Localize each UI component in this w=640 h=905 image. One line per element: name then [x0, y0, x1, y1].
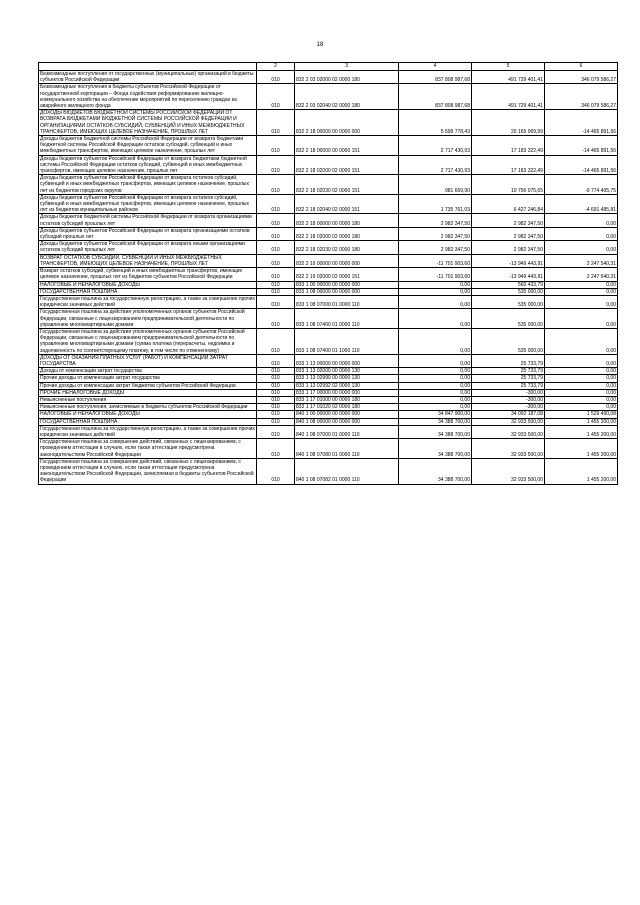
table-row [39, 71, 618, 84]
table-row [39, 136, 618, 156]
executed-amount: 2 982 347,50 [472, 214, 545, 227]
approved-amount: 2 982 347,50 [399, 241, 472, 254]
table-row [39, 214, 618, 227]
budget-classification-code: 832 2 18 02040 02 0000 151 [295, 194, 399, 214]
remaining-amount: 1 529 490,08 [545, 411, 618, 418]
remaining-amount: 0,00 [545, 375, 618, 382]
remaining-amount: 0,00 [545, 389, 618, 396]
row-line-code: 010 [257, 354, 295, 367]
approved-amount: 0,00 [399, 368, 472, 375]
budget-classification-code: 832 2 18 00000 00 0000 000 [295, 110, 399, 136]
executed-amount: 32 933 500,00 [472, 458, 545, 484]
budget-classification-code: 833 1 08 07400 01 0000 110 [295, 309, 399, 329]
table-row [39, 439, 618, 459]
remaining-amount: -4 691 485,81 [545, 194, 618, 214]
approved-amount: 837 808 987,68 [399, 84, 472, 110]
row-name: Доходы от компенсации затрат государства [39, 368, 257, 375]
row-name: Государственная пошлина за совершение действий, связанных с лицензированием, с проведением аттестации в случаях, если такая аттестация предусмотрена законодательством Российской Федерации [39, 439, 257, 459]
budget-classification-code: 833 1 17 01000 00 0000 180 [295, 396, 399, 403]
row-line-code: 010 [257, 458, 295, 484]
budget-classification-code: 833 1 08 07000 01 0000 110 [295, 295, 399, 308]
remaining-amount: -14 465 891,56 [545, 110, 618, 136]
approved-amount: 0,00 [399, 354, 472, 367]
row-name: Доходы бюджетов субъектов Российской Федерации от возврата организациями остатков субсидий прошлых лет [39, 227, 257, 240]
budget-classification-code: 832 2 03 02000 02 0000 180 [295, 71, 399, 84]
budget-classification-code: 833 1 08 00000 00 0000 000 [295, 288, 399, 295]
row-name: Прочие доходы от компенсации затрат государства [39, 375, 257, 382]
approved-amount: -11 701 903,60 [399, 268, 472, 281]
budget-classification-code: 832 2 03 02040 02 0000 180 [295, 84, 399, 110]
remaining-amount: -14 465 891,56 [545, 136, 618, 156]
row-name: ВОЗВРАТ ОСТАТКОВ СУБСИДИЙ, СУБВЕНЦИЙ И ИНЫХ МЕЖБЮДЖЕТНЫХ ТРАНСФЕРТОВ, ИМЕЮЩИХ ЦЕЛЕВОЕ НАЗНАЧЕНИЕ, ПРОШЛЫХ ЛЕТ [39, 254, 257, 267]
row-name: ДОХОДЫ ОТ ОКАЗАНИЯ ПЛАТНЫХ УСЛУГ (РАБОТ) И КОМПЕНСАЦИИ ЗАТРАТ ГОСУДАРСТВА [39, 354, 257, 367]
remaining-amount: 0,00 [545, 288, 618, 295]
budget-classification-code: 832 2 19 02000 02 0000 151 [295, 268, 399, 281]
row-name: Невыясненные поступления [39, 396, 257, 403]
budget-classification-code: 832 2 18 02000 02 0000 151 [295, 155, 399, 175]
approved-amount: 34 388 700,00 [399, 425, 472, 438]
row-name: Доходы бюджетов субъектов Российской Федерации от возврата остатков субсидий, субвенций и иных межбюджетных трансфертов, имеющих целевое назначение, прошлых лет из бюджетов муниципальных районов [39, 194, 257, 214]
budget-classification-code: 832 2 19 00000 00 0000 000 [295, 254, 399, 267]
row-line-code: 010 [257, 254, 295, 267]
approved-amount: 0,00 [399, 288, 472, 295]
budget-classification-code: 840 1 08 07080 01 0000 110 [295, 439, 399, 459]
table-row [39, 110, 618, 136]
row-line-code: 010 [257, 288, 295, 295]
remaining-amount: 0,00 [545, 368, 618, 375]
approved-amount: 0,00 [399, 281, 472, 288]
approved-amount: 0,00 [399, 309, 472, 329]
row-name: Возврат остатков субсидий, субвенций и иных межбюджетных трансфертов, имеющих целевое назначение, прошлых лет из бюджетов субъектов Российской Федерации [39, 268, 257, 281]
remaining-amount: 1 455 200,00 [545, 439, 618, 459]
executed-amount: 20 165 969,99 [472, 110, 545, 136]
table-row [39, 268, 618, 281]
row-name: ГОСУДАРСТВЕННАЯ ПОШЛИНА [39, 288, 257, 295]
approved-amount: 34 847 900,00 [399, 411, 472, 418]
table-body [39, 71, 618, 485]
approved-amount: 34 388 700,00 [399, 418, 472, 425]
executed-amount: -300,00 [472, 396, 545, 403]
table-row [39, 288, 618, 295]
budget-classification-code: 840 1 00 00000 00 0000 000 [295, 411, 399, 418]
row-name: НАЛОГОВЫЕ И НЕНАЛОГОВЫЕ ДОХОДЫ [39, 281, 257, 288]
header-col-4: 4 [399, 63, 472, 71]
executed-amount: -300,00 [472, 389, 545, 396]
approved-amount: 0,00 [399, 389, 472, 396]
approved-amount: 0,00 [399, 382, 472, 389]
row-line-code: 010 [257, 382, 295, 389]
budget-classification-code: 840 1 08 07000 01 0000 110 [295, 425, 399, 438]
remaining-amount: 0,00 [545, 281, 618, 288]
executed-amount: 32 933 500,00 [472, 439, 545, 459]
executed-amount: 535 000,00 [472, 295, 545, 308]
row-name: ДОХОДЫ БЮДЖЕТОВ БЮДЖЕТНОЙ СИСТЕМЫ РОССИЙСКОЙ ФЕДЕРАЦИИ ОТ ВОЗВРАТА БЮДЖЕТАМИ БЮДЖЕТНОЙ СИСТЕМЫ РОССИЙСКОЙ ФЕДЕРАЦИИ И ОРГАНИЗАЦИЯМИ ОСТАТКОВ СУБСИДИЙ, СУБВЕНЦИЙ И ИНЫХ МЕЖБЮДЖЕТНЫХ ТРАНСФЕРТОВ, ИМЕЮЩИХ ЦЕЛЕВОЕ НАЗНАЧЕНИЕ, ПРОШЛЫХ ЛЕТ [39, 110, 257, 136]
approved-amount: 2 717 430,93 [399, 155, 472, 175]
table-row [39, 404, 618, 411]
executed-amount: 32 933 500,00 [472, 425, 545, 438]
row-line-code: 010 [257, 136, 295, 156]
table-row [39, 396, 618, 403]
approved-amount: 2 717 430,93 [399, 136, 472, 156]
approved-amount: 2 982 347,50 [399, 227, 472, 240]
row-line-code: 010 [257, 110, 295, 136]
row-name: Доходы бюджетов бюджетной системы Российской Федерации от возврата бюджетами бюджетной системы Российской Федерации остатков субсидий, субвенций и иных межбюджетных трансфертов, имеющих целевое назначение, прошлых лет [39, 136, 257, 156]
row-name: Государственная пошлина за совершение действий, связанных с лицензированием, с проведением аттестации в случаях, если такая аттестация предусмотрена законодательством Российской Федерации, зачисляемая в бюджеты субъектов Российской Федерации [39, 458, 257, 484]
budget-classification-code: 832 2 18 02000 02 0000 180 [295, 227, 399, 240]
table-row [39, 411, 618, 418]
approved-amount: 0,00 [399, 295, 472, 308]
approved-amount: 34 388 700,00 [399, 439, 472, 459]
remaining-amount: 0,00 [545, 241, 618, 254]
table-row [39, 368, 618, 375]
executed-amount: 491 729 401,41 [472, 71, 545, 84]
budget-classification-code: 833 1 13 02000 00 0000 130 [295, 368, 399, 375]
header-col-3: 3 [295, 63, 399, 71]
row-line-code: 010 [257, 418, 295, 425]
table-row [39, 227, 618, 240]
header-col-6: 6 [545, 63, 618, 71]
budget-classification-code: 833 1 13 02992 02 0000 130 [295, 382, 399, 389]
approved-amount: -11 701 903,60 [399, 254, 472, 267]
remaining-amount: 0,00 [545, 354, 618, 367]
row-line-code: 010 [257, 328, 295, 354]
row-line-code: 010 [257, 375, 295, 382]
row-name: Безвозмездные поступления в бюджеты субъектов Российской Федерации от государственной корпорации – Фонда содействия реформированию жилищно-коммунального хозяйства на обеспечение мероприятий по переселению граждан из аварийного жилищного фонда [39, 84, 257, 110]
row-name: Доходы бюджетов субъектов Российской Федерации от возврата бюджетами бюджетной системы Российской Федерации остатков субсидий, субвенций и иных межбюджетных трансфертов, имеющих целевое назначение, прошлых лет [39, 155, 257, 175]
approved-amount: 34 388 700,00 [399, 458, 472, 484]
executed-amount: 25 733,79 [472, 368, 545, 375]
approved-amount: 2 982 347,50 [399, 214, 472, 227]
approved-amount: 0,00 [399, 396, 472, 403]
table-row [39, 84, 618, 110]
row-name: Доходы бюджетов бюджетной системы Российской Федерации от возврата организациями остатков субсидий прошлых лет [39, 214, 257, 227]
table-row [39, 375, 618, 382]
table-header-row [39, 63, 618, 71]
row-line-code: 010 [257, 439, 295, 459]
remaining-amount: 0,00 [545, 404, 618, 411]
approved-amount: 5 699 778,43 [399, 110, 472, 136]
executed-amount: -13 949 443,91 [472, 268, 545, 281]
executed-amount: 17 183 322,49 [472, 155, 545, 175]
row-name: ПРОЧИЕ НЕНАЛОГОВЫЕ ДОХОДЫ [39, 389, 257, 396]
remaining-amount: 0,00 [545, 295, 618, 308]
header-col-2: 2 [257, 63, 295, 71]
approved-amount: 981 669,90 [399, 175, 472, 195]
budget-classification-code: 833 1 17 00000 00 0000 000 [295, 389, 399, 396]
table-row [39, 458, 618, 484]
remaining-amount: 1 455 200,00 [545, 418, 618, 425]
executed-amount: 535 000,00 [472, 309, 545, 329]
row-line-code: 010 [257, 425, 295, 438]
table-row [39, 295, 618, 308]
row-name: ГОСУДАРСТВЕННАЯ ПОШЛИНА [39, 418, 257, 425]
table-row [39, 328, 618, 354]
approved-amount: 1 735 761,03 [399, 194, 472, 214]
executed-amount: 6 427 246,84 [472, 194, 545, 214]
executed-amount: 535 000,00 [472, 328, 545, 354]
executed-amount: 25 733,79 [472, 375, 545, 382]
budget-classification-code: 840 1 08 07082 01 0000 110 [295, 458, 399, 484]
row-name: Доходы бюджетов субъектов Российской Федерации от возврата иными организациями остатков субсидий прошлых лет [39, 241, 257, 254]
table-row [39, 155, 618, 175]
row-line-code: 010 [257, 396, 295, 403]
table-row [39, 389, 618, 396]
table-row [39, 425, 618, 438]
executed-amount: 17 183 322,49 [472, 136, 545, 156]
row-line-code: 010 [257, 84, 295, 110]
executed-amount: 25 733,79 [472, 382, 545, 389]
row-line-code: 010 [257, 268, 295, 281]
remaining-amount: 0,00 [545, 328, 618, 354]
table-row [39, 194, 618, 214]
row-line-code: 010 [257, 241, 295, 254]
remaining-amount: 0,00 [545, 227, 618, 240]
row-line-code: 010 [257, 281, 295, 288]
executed-amount: 25 733,79 [472, 354, 545, 367]
row-line-code: 010 [257, 309, 295, 329]
budget-classification-code: 832 2 18 00000 00 0000 151 [295, 136, 399, 156]
executed-amount: 491 729 401,41 [472, 84, 545, 110]
executed-amount: -13 949 443,91 [472, 254, 545, 267]
header-col-5: 5 [472, 63, 545, 71]
budget-classification-code: 833 1 17 01020 02 0000 180 [295, 404, 399, 411]
approved-amount: 0,00 [399, 328, 472, 354]
executed-amount: 10 756 075,65 [472, 175, 545, 195]
page-number: 18 [316, 42, 324, 48]
budget-report-table [38, 62, 618, 485]
executed-amount: -300,00 [472, 404, 545, 411]
table-row [39, 281, 618, 288]
row-line-code: 010 [257, 155, 295, 175]
remaining-amount: 0,00 [545, 214, 618, 227]
row-name: Государственная пошлина за государственную регистрацию, а также за совершение прочих юридически значимых действий [40, 425, 255, 438]
budget-classification-code: 833 1 08 07400 01 1000 110 [295, 328, 399, 354]
table-row [39, 175, 618, 195]
budget-classification-code: 833 1 13 02990 00 0000 130 [295, 375, 399, 382]
table-row [39, 418, 618, 425]
row-name: Государственная пошлина за действия уполномоченных органов субъектов Российской Федерации, связанные с лицензированием предпринимательской деятельности по управлению многоквартирными домами (сумма платежа (перерасчеты, недоимка и задолженность по соответствующему платежу, в том числе по отмененному) [39, 328, 257, 354]
row-line-code: 010 [257, 295, 295, 308]
table-row [39, 254, 618, 267]
remaining-amount: 1 455 200,00 [545, 425, 618, 438]
budget-classification-code: 833 1 13 00000 00 0000 000 [295, 354, 399, 367]
row-line-code: 010 [257, 214, 295, 227]
row-line-code: 010 [257, 411, 295, 418]
executed-amount: 2 982 347,50 [472, 241, 545, 254]
table-row [39, 309, 618, 329]
budget-classification-code: 840 1 08 00000 00 0000 000 [295, 418, 399, 425]
row-name: Государственная пошлина за действия уполномоченных органов субъектов Российской Федерации, связанные с лицензированием предпринимательской деятельности по управлению многоквартирными домами [39, 309, 257, 329]
row-line-code: 010 [257, 71, 295, 84]
budget-classification-code: 833 1 00 00000 00 0000 000 [295, 281, 399, 288]
remaining-amount: 2 247 540,31 [545, 268, 618, 281]
table-row [39, 382, 618, 389]
row-name: Невыясненные поступления, зачисляемые в бюджеты субъектов Российской Федерации [39, 404, 257, 411]
remaining-amount: 346 079 586,27 [545, 84, 618, 110]
row-name: Прочие доходы от компенсации затрат бюджетов субъектов Российской Федерации [39, 382, 257, 389]
budget-classification-code: 832 2 18 00000 00 0000 180 [295, 214, 399, 227]
budget-classification-code: 832 2 18 02030 02 0000 151 [295, 175, 399, 195]
table-row [39, 354, 618, 367]
remaining-amount: 346 079 586,27 [545, 71, 618, 84]
approved-amount: 837 808 987,68 [399, 71, 472, 84]
row-name: Доходы бюджетов субъектов Российской Федерации от возврата остатков субсидий, субвенций и иных межбюджетных трансфертов, имеющих целевое назначение, прошлых лет из бюджетов городских округов [39, 175, 257, 195]
table-row [39, 241, 618, 254]
row-line-code: 010 [257, 227, 295, 240]
remaining-amount: 1 455 200,00 [545, 458, 618, 484]
budget-classification-code: 832 2 18 02030 02 0000 180 [295, 241, 399, 254]
remaining-amount: 2 247 540,31 [545, 254, 618, 267]
row-line-code: 010 [257, 175, 295, 195]
row-line-code: 010 [257, 368, 295, 375]
remaining-amount: 0,00 [545, 396, 618, 403]
row-line-code: 010 [257, 194, 295, 214]
executed-amount: 34 092 187,08 [472, 411, 545, 418]
executed-amount: 560 433,79 [472, 281, 545, 288]
remaining-amount: 0,00 [545, 309, 618, 329]
remaining-amount: 0,00 [545, 382, 618, 389]
row-line-code: 010 [257, 389, 295, 396]
approved-amount: 0,00 [399, 375, 472, 382]
row-name: Безвозмездные поступления от государственных (муниципальных) организаций в бюджеты субъектов Российской Федерации [39, 71, 257, 84]
approved-amount: 0,00 [399, 404, 472, 411]
row-name: НАЛОГОВЫЕ И НЕНАЛОГОВЫЕ ДОХОДЫ [39, 411, 257, 418]
executed-amount: 2 982 347,50 [472, 227, 545, 240]
header-col-1 [39, 63, 257, 71]
remaining-amount: -14 465 891,56 [545, 155, 618, 175]
row-name: Государственная пошлина за государственную регистрацию, а также за совершение прочих юридически значимых действий [40, 295, 255, 309]
row-line-code: 010 [257, 404, 295, 411]
executed-amount: 32 933 500,00 [472, 418, 545, 425]
executed-amount: 535 000,00 [472, 288, 545, 295]
remaining-amount: -9 774 405,75 [545, 175, 618, 195]
